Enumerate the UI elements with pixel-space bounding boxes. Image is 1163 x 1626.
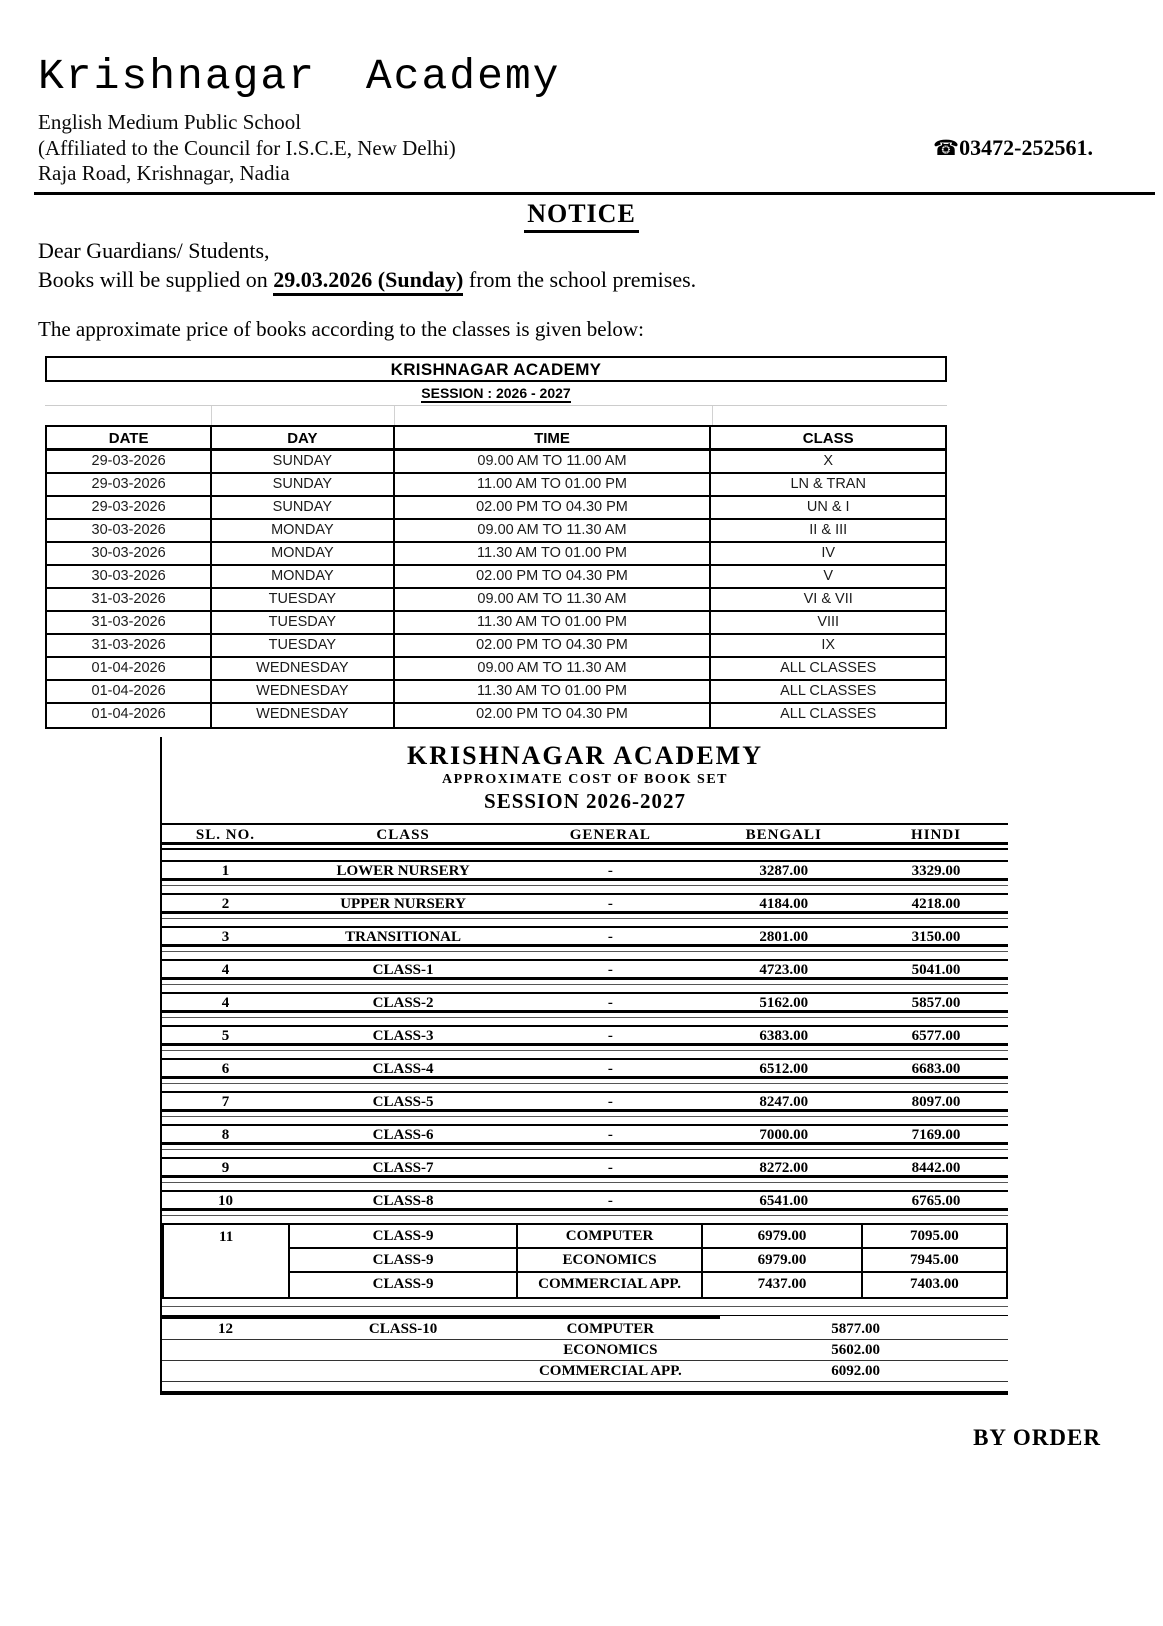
cost-cell-sl: 1 [221,863,230,880]
gridline-stub [211,406,212,425]
cost-row [162,959,1008,980]
class10-row [162,1361,1008,1382]
cost-row [162,1157,1008,1178]
class10-top-border [162,1315,1008,1319]
schedule-header-date: DATE [47,427,212,448]
schedule-cell-time: 11.30 AM TO 01.00 PM [395,681,712,702]
class10-row [162,1319,1008,1340]
schedule-header-time: TIME [395,427,712,448]
cost-cell-general: - [607,1094,613,1111]
class9-sl-cell: 11 [164,1225,290,1297]
cost-cell-class: CLASS-1 [372,962,434,979]
schedule-cell-day: MONDAY [212,543,394,564]
schedule-row [47,704,945,727]
schedule-table-body [45,451,947,729]
schedule-table-title: KRISHNAGAR ACADEMY [45,356,947,382]
class9-cell-hindi: 7095.00 [910,1228,959,1245]
schedule-header-row [45,425,947,451]
cost-cell-hindi: 6683.00 [911,1061,961,1078]
cost-cell-sl: 9 [221,1160,230,1177]
class10-cell-sl [162,1361,289,1381]
schedule-cell-class: II & III [809,522,848,539]
cost-cell-class: LOWER NURSERY [336,863,470,880]
schedule-row [47,566,945,589]
schedule-cell-class: LN & TRAN [790,476,866,493]
class10-cell-price: 5602.00 [831,1342,881,1359]
schedule-cell-day: MONDAY [212,520,394,541]
gridline-stub [394,406,395,425]
schedule-cell-date: 01-04-2026 [47,681,212,702]
cost-cell-general: - [607,962,613,979]
class9-cell-bengali: 7437.00 [703,1273,863,1297]
cost-header-bengali: BENGALI [745,827,822,844]
class9-row [290,1273,1006,1297]
schedule-cell-day: TUESDAY [212,589,394,610]
cost-row [162,893,1008,914]
cost-cell-sl: 4 [221,962,230,979]
cost-row [162,1091,1008,1112]
schedule-cell-day: SUNDAY [212,474,394,495]
class9-cell-subject: ECONOMICS [518,1249,703,1271]
cost-cell-hindi: 6765.00 [911,1193,961,1210]
schedule-row [47,681,945,704]
cost-cell-bengali: 6541.00 [759,1193,809,1210]
cost-cell-hindi: 8442.00 [911,1160,961,1177]
schedule-cell-date: 31-03-2026 [47,612,212,633]
schedule-cell-day: WEDNESDAY [212,704,394,727]
class9-cell-subject: COMPUTER [518,1225,703,1247]
cost-cell-hindi: 3329.00 [911,863,961,880]
cost-header-hindi: HINDI [911,827,962,844]
schedule-cell-time: 09.00 AM TO 11.30 AM [395,520,712,541]
cost-cell-bengali: 4723.00 [759,962,809,979]
class10-cell-price: 5877.00 [831,1321,881,1338]
cost-cell-general: - [607,863,613,880]
address-line: Raja Road, Krishnagar, Nadia [38,161,290,186]
cost-row [162,992,1008,1013]
schedule-cell-class: VI & VII [803,591,853,608]
schedule-cell-class: ALL CLASSES [780,706,877,723]
schedule-cell-class: VIII [817,614,840,631]
cost-header-sl: SL. NO. [195,827,255,844]
class9-cell-class: CLASS-9 [290,1273,518,1297]
class10-cell-subject: COMMERCIAL APP. [538,1363,682,1380]
schedule-cell-class: UN & I [806,499,850,516]
cost-cell-class: CLASS-4 [372,1061,434,1078]
cost-header-underline [162,845,1008,850]
cost-table-session: SESSION 2026-2027 [484,789,686,814]
schedule-cell-class: IX [821,637,836,654]
schedule-session-row [45,382,947,405]
supply-line [38,267,1163,293]
cost-header-row [162,823,1008,845]
schedule-row [47,451,945,474]
schedule-cell-class: V [823,568,834,585]
class9-row [290,1249,1006,1273]
phone-block [933,135,1093,161]
cost-cell-sl: 6 [221,1061,230,1078]
cost-cell-sl: 3 [221,929,230,946]
cost-cell-general: - [607,1193,613,1210]
schedule-cell-time: 02.00 PM TO 04.30 PM [395,635,712,656]
cost-cell-bengali: 7000.00 [759,1127,809,1144]
cost-cell-hindi: 6577.00 [911,1028,961,1045]
class10-cell-subject: ECONOMICS [563,1342,658,1359]
cost-cell-bengali: 6512.00 [759,1061,809,1078]
schedule-cell-date: 01-04-2026 [47,658,212,679]
class9-row [290,1225,1006,1249]
supply-suffix: from the school premises. [463,267,697,293]
cost-cell-general: - [607,896,613,913]
class9-cell-bengali: 6979.00 [703,1225,863,1247]
separator-line [162,1305,1008,1307]
class9-cell-class: CLASS-9 [290,1249,518,1271]
cost-cell-class: CLASS-8 [372,1193,434,1210]
class9-cell-bengali: 6979.00 [703,1249,863,1271]
schedule-header-day: DAY [212,427,394,448]
class10-cell-class [289,1340,517,1360]
cost-cell-sl: 5 [221,1028,230,1045]
schedule-cell-date: 30-03-2026 [47,566,212,587]
schedule-cell-time: 11.30 AM TO 01.00 PM [395,543,712,564]
class10-cell-sl [162,1340,289,1360]
cost-header-class: CLASS [376,827,430,844]
cost-cell-bengali: 8247.00 [759,1094,809,1111]
cost-table [160,737,1008,1395]
cost-row [162,1025,1008,1046]
thick-border-segment [162,1315,720,1319]
gridline-stub [712,406,713,425]
affiliation-row [38,135,1093,161]
cost-table-subtitle: APPROXIMATE COST OF BOOK SET [442,772,728,788]
cost-cell-hindi: 3150.00 [911,929,961,946]
cost-table-title: KRISHNAGAR ACADEMY [407,741,763,771]
schedule-cell-time: 09.00 AM TO 11.00 AM [395,451,712,472]
schedule-row [47,635,945,658]
telephone-icon: ☎ [933,136,960,161]
cost-cell-hindi: 5041.00 [911,962,961,979]
cost-row [162,1124,1008,1145]
schedule-row [47,589,945,612]
cost-cell-sl: 10 [217,1193,233,1210]
schedule-cell-time: 11.00 AM TO 01.00 PM [395,474,712,495]
schedule-cell-date: 31-03-2026 [47,635,212,656]
notice-title: NOTICE [524,199,639,233]
schedule-cell-date: 29-03-2026 [47,497,212,518]
cost-table-bottom-border [160,1391,1008,1395]
cost-cell-class: CLASS-3 [372,1028,434,1045]
schedule-row [47,543,945,566]
schedule-row [47,520,945,543]
cost-header-general: GENERAL [569,827,651,844]
schedule-table [45,356,947,729]
schedule-cell-date: 30-03-2026 [47,520,212,541]
class9-cell-hindi: 7945.00 [910,1252,959,1269]
cost-cell-bengali: 2801.00 [759,929,809,946]
class10-cell-class: CLASS-10 [368,1321,438,1338]
schedule-cell-date: 31-03-2026 [47,589,212,610]
schedule-cell-time: 09.00 AM TO 11.30 AM [395,658,712,679]
cost-cell-bengali: 3287.00 [759,863,809,880]
schedule-cell-class: IV [821,545,836,562]
cost-cell-hindi: 5857.00 [911,995,961,1012]
cost-cell-sl: 7 [221,1094,230,1111]
class9-cell-subject: COMMERCIAL APP. [518,1273,703,1297]
cost-cell-general: - [607,1160,613,1177]
class10-row [162,1340,1008,1361]
class9-cell-hindi: 7403.00 [910,1276,959,1293]
by-order: BY ORDER [973,1425,1101,1451]
cost-cell-bengali: 5162.00 [759,995,809,1012]
class10-cell-sl: 12 [217,1321,233,1338]
cost-cell-bengali: 4184.00 [759,896,809,913]
schedule-cell-time: 09.00 AM TO 11.30 AM [395,589,712,610]
cost-cell-sl: 4 [221,995,230,1012]
schedule-cell-date: 29-03-2026 [47,474,212,495]
cost-row [162,1058,1008,1079]
cost-cell-general: - [607,1028,613,1045]
cost-cell-general: - [607,1127,613,1144]
schedule-row [47,474,945,497]
school-type-line: English Medium Public School [38,110,302,135]
cost-cell-hindi: 8097.00 [911,1094,961,1111]
supply-prefix: Books will be supplied on [38,267,274,293]
schedule-cell-date: 30-03-2026 [47,543,212,564]
schedule-cell-date: 01-04-2026 [47,704,212,727]
cost-cell-class: CLASS-5 [372,1094,434,1111]
schedule-cell-time: 02.00 PM TO 04.30 PM [395,566,712,587]
intro-line: The approximate price of books according to the classes is given below: [38,317,644,342]
header-divider [34,192,1155,195]
cost-row [162,860,1008,881]
schedule-cell-time: 02.00 PM TO 04.30 PM [395,704,712,727]
schedule-cell-day: SUNDAY [212,451,394,472]
notice-heading-row [0,199,1163,233]
class9-block [162,1223,1008,1299]
cost-cell-class: CLASS-2 [372,995,434,1012]
schedule-cell-day: TUESDAY [212,635,394,656]
cost-cell-class: CLASS-7 [372,1160,434,1177]
schedule-cell-time: 11.30 AM TO 01.00 PM [395,612,712,633]
schedule-cell-class: ALL CLASSES [780,683,877,700]
salutation: Dear Guardians/ Students, [38,238,270,264]
cost-cell-general: - [607,929,613,946]
schedule-row [47,497,945,520]
schedule-row [47,612,945,635]
cost-cell-general: - [607,995,613,1012]
schedule-row [47,658,945,681]
cost-row [162,926,1008,947]
affiliation-line: (Affiliated to the Council for I.S.C.E, New Delhi) [38,136,456,161]
schedule-cell-day: WEDNESDAY [212,681,394,702]
schedule-cell-day: MONDAY [212,566,394,587]
cost-cell-sl: 8 [221,1127,230,1144]
supply-date: 29.03.2026 (Sunday) [273,267,463,296]
schedule-cell-class: ALL CLASSES [780,660,877,677]
class10-cell-price: 6092.00 [831,1363,881,1380]
phone-number: 03472-252561. [959,135,1093,161]
class9-cell-class: CLASS-9 [290,1225,518,1247]
cost-cell-class: CLASS-6 [372,1127,434,1144]
schedule-cell-date: 29-03-2026 [47,451,212,472]
cost-cell-class: UPPER NURSERY [340,896,466,913]
schedule-empty-row [45,405,947,425]
schedule-session: SESSION : 2026 - 2027 [421,385,571,402]
schedule-cell-day: TUESDAY [212,612,394,633]
class9-rows [290,1225,1006,1297]
cost-cell-bengali: 6383.00 [759,1028,809,1045]
schedule-header-class: CLASS [802,430,854,448]
cost-cell-sl: 2 [221,896,230,913]
cost-cell-bengali: 8272.00 [759,1160,809,1177]
cost-cell-hindi: 7169.00 [911,1127,961,1144]
thin-border-segment [720,1315,1008,1316]
class10-cell-subject: COMPUTER [566,1321,655,1338]
schedule-cell-class: X [823,453,834,470]
schedule-cell-day: WEDNESDAY [212,658,394,679]
schedule-cell-day: SUNDAY [212,497,394,518]
cost-cell-hindi: 4218.00 [911,896,961,913]
cost-cell-general: - [607,1061,613,1078]
school-name: Krishnagar Academy [38,52,561,101]
cost-row [162,1190,1008,1211]
class10-cell-class [289,1361,517,1381]
schedule-cell-time: 02.00 PM TO 04.30 PM [395,497,712,518]
cost-cell-class: TRANSITIONAL [345,929,462,946]
